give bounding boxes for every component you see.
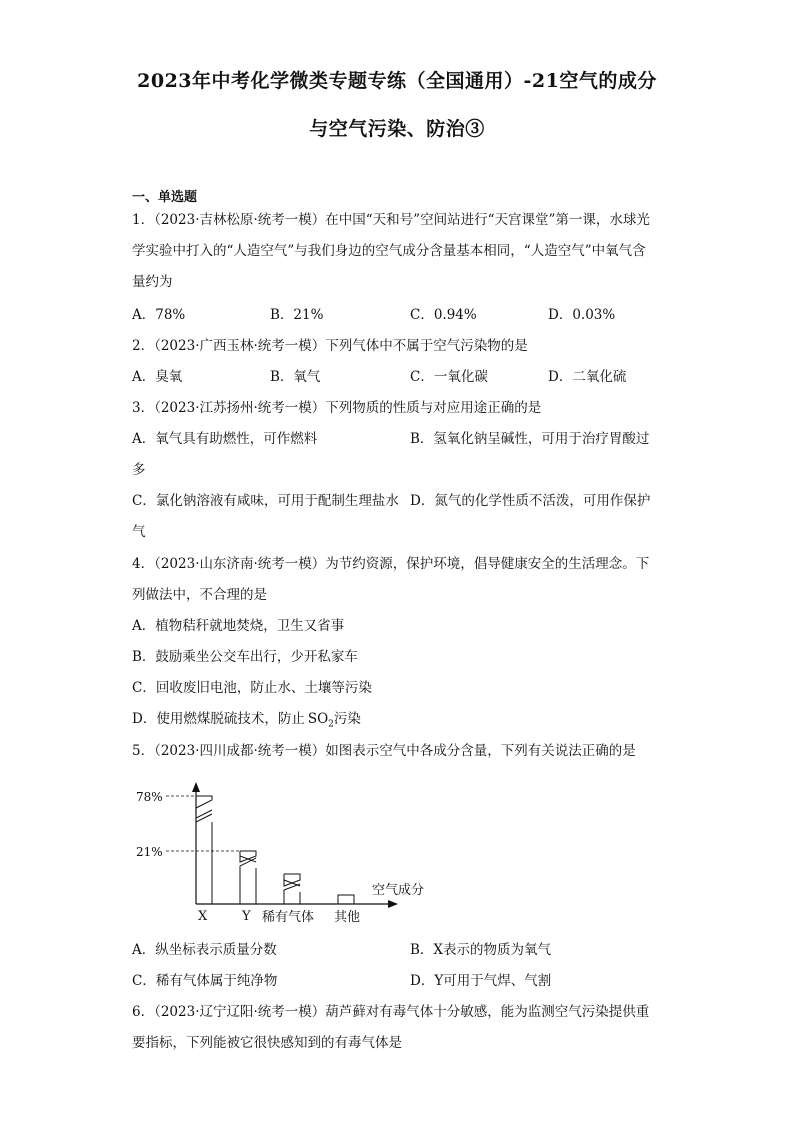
so2-main: SO bbox=[307, 711, 329, 727]
q6-stem-line2: 要指标，下列能被它很快感知到的有毒气体是 bbox=[132, 1035, 402, 1051]
q2-option-b: B．氧气 bbox=[270, 369, 321, 385]
x-axis-arrow bbox=[388, 900, 398, 908]
q3-stem: 3．（2023·江苏扬州·统考一模）下列物质的性质与对应用途正确的是 bbox=[132, 400, 542, 416]
bar-rare-gas-body bbox=[284, 874, 300, 904]
q4-option-b: B．鼓励乘坐公交车出行，少开私家车 bbox=[132, 649, 358, 665]
q1-stem-line3: 量约为 bbox=[132, 274, 173, 290]
category-other: 其他 bbox=[334, 910, 361, 925]
category-y: Y bbox=[242, 909, 251, 924]
q3-option-b: B．氢氧化钠呈碱性，可用于治疗胃酸过 bbox=[410, 431, 650, 447]
q4-option-c: C．回收废旧电池，防止水、土壤等污染 bbox=[132, 680, 372, 696]
q2-option-c: C．一氧化碳 bbox=[410, 369, 488, 385]
category-rare-gas: 稀有气体 bbox=[262, 910, 315, 925]
bar-y-body bbox=[240, 851, 256, 904]
q5-option-b: B．X表示的物质为氧气 bbox=[410, 942, 552, 958]
q1-option-d: D．0.03% bbox=[548, 307, 616, 323]
q1-option-a: A．78% bbox=[132, 307, 186, 323]
q1-option-b: B．21% bbox=[270, 307, 324, 323]
q5-option-c: C．稀有气体属于纯净物 bbox=[132, 973, 278, 989]
q3-option-d: D．氮气的化学性质不活泼，可用作保护 bbox=[410, 493, 651, 509]
q4-option-d-text: D．使用燃煤脱硫技术，防止 bbox=[132, 711, 305, 727]
q4-option-a: A．植物秸秆就地焚烧，卫生又省事 bbox=[132, 618, 345, 634]
q5-stem: 5．（2023·四川成都·统考一模）如图表示空气中各成分含量，下列有关说法正确的是 bbox=[132, 743, 636, 759]
q4-option-d-tail: 污染 bbox=[333, 711, 361, 727]
bar-x bbox=[196, 796, 212, 904]
q2-stem: 2．（2023·广西玉林·统考一模）下列气体中不属于空气污染物的是 bbox=[132, 338, 528, 354]
q3-option-a: A．氧气具有助燃性，可作燃料 bbox=[132, 431, 318, 447]
y-axis-arrow bbox=[192, 782, 200, 792]
x-axis-label: 空气成分 bbox=[372, 883, 425, 898]
so2-subscript: 2 bbox=[328, 719, 334, 730]
page-title-line1: 2023年中考化学微类专题专练（全国通用）-21空气的成分 bbox=[137, 70, 657, 92]
q6-stem-line1: 6．（2023·辽宁辽阳·统考一模）葫芦藓对有毒气体十分敏感，能为监测空气污染提供重 bbox=[132, 1004, 650, 1020]
tick-21: 21% bbox=[136, 845, 163, 859]
bar-other bbox=[338, 895, 354, 904]
category-x: X bbox=[198, 909, 208, 924]
q3-option-d-wrap: 气 bbox=[132, 524, 146, 540]
q1-stem-line2: 学实验中打入的“人造空气”与我们身边的空气成分含量基本相同，“人造空气”中氧气含 bbox=[132, 243, 646, 259]
section-heading: 一、单选题 bbox=[132, 190, 198, 205]
q4-stem-line2: 列做法中，不合理的是 bbox=[132, 587, 267, 603]
q4-option-d bbox=[132, 710, 361, 734]
q2-option-a: A．臭氧 bbox=[132, 369, 183, 385]
q1-stem-line1: 1．（2023·吉林松原·统考一模）在中国“天和号”空间站进行“天宫课堂”第一课，水球光 bbox=[132, 212, 650, 228]
page-title-line2: 与空气污染、防治③ bbox=[309, 118, 485, 140]
q2-option-d: D．二氧化硫 bbox=[548, 369, 627, 385]
q4-stem-line1: 4．（2023·山东济南·统考一模）为节约资源，保护环境，倡导健康安全的生活理念。下 bbox=[132, 556, 650, 572]
q5-option-d: D．Y可用于气焊、气割 bbox=[410, 973, 552, 989]
q3-option-b-wrap: 多 bbox=[132, 462, 146, 478]
q5-option-a: A．纵坐标表示质量分数 bbox=[132, 942, 277, 958]
tick-78: 78% bbox=[136, 790, 163, 804]
so2-formula bbox=[307, 711, 334, 730]
q3-option-c: C．氯化钠溶液有咸味，可用于配制生理盐水 bbox=[132, 493, 399, 509]
air-composition-chart bbox=[130, 780, 440, 930]
q1-option-c: C．0.94% bbox=[410, 307, 477, 323]
